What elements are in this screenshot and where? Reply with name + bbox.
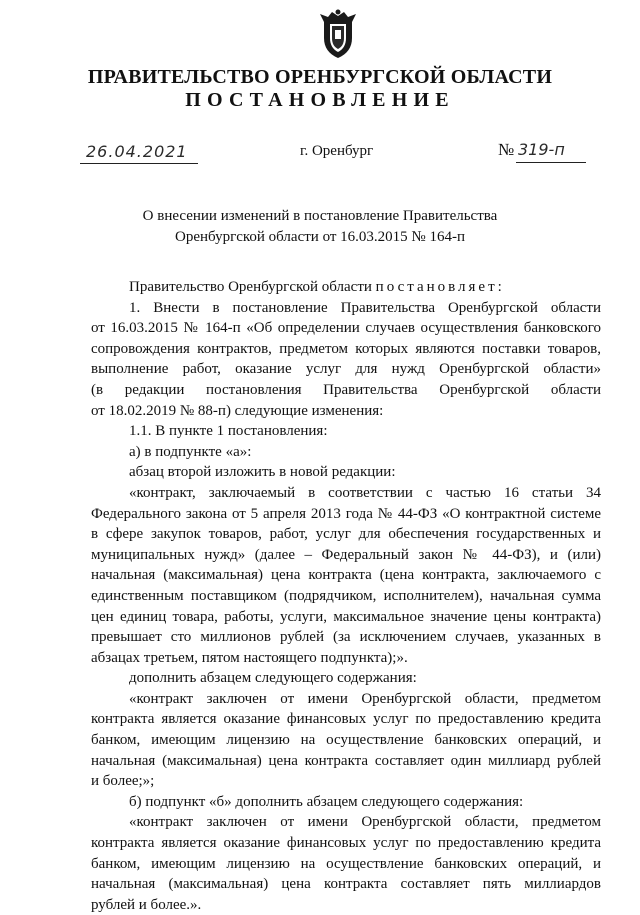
number-underline xyxy=(516,162,586,163)
body-line: «контракт заключен от имени Оренбургской области, предметом xyxy=(129,690,601,707)
body-line: б) подпункт «б» дополнить абзацем следующего содержания: xyxy=(129,793,524,810)
body-line: превышает сто миллионов рублей (за исключением случаев, указанных в xyxy=(91,629,601,646)
body-line: муниципальных нужд» (далее – Федеральный закон № 44-ФЗ), и (или) xyxy=(91,546,601,563)
body-line: цен единиц товара, работы, услуги, максимальное значение цены контракта) xyxy=(91,608,601,625)
date-underline xyxy=(80,163,198,164)
intro-verb: постановляет: xyxy=(375,279,505,295)
body-line: а) в подпункте «а»: xyxy=(129,443,252,460)
subject-line-2: Оренбургской области от 16.03.2015 № 164-п xyxy=(174,229,466,245)
body-line: банком, имеющим лицензию на осуществление банковских операций, и xyxy=(91,855,601,872)
body-line: от 16.03.2015 № 164-п «Об определении случаев осуществления банковского xyxy=(91,320,601,337)
document-body xyxy=(91,277,601,915)
body-line: контракта является оказание финансовых услуг по предоставлению кредита xyxy=(91,711,601,728)
body-line: начальная (максимальная) цена контракта составляет пять миллиардов xyxy=(91,876,601,893)
city: г. Оренбург xyxy=(300,143,374,159)
body-line: «контракт, заключаемый в соответствии с частью 16 статьи 34 xyxy=(129,484,601,501)
body-line: в сфере закупок товаров, работ, услуг для обеспечения государственных и xyxy=(91,526,601,543)
body-line: единственным поставщиком (подрядчиком, исполнителем), начальная сумма xyxy=(91,587,601,604)
body-line: 1. Внести в постановление Правительства Оренбургской области xyxy=(129,299,601,316)
body-line: дополнить абзацем следующего содержания: xyxy=(129,670,417,687)
body-line: банком, имеющим лицензию на осуществление банковских операций, и xyxy=(91,732,601,749)
body-line: 1.1. В пункте 1 постановления: xyxy=(129,423,328,440)
subject-line-1: О внесении изменений в постановление Правительства xyxy=(142,208,498,224)
document-type: ПОСТАНОВЛЕНИЕ xyxy=(185,89,455,111)
body-line: начальная (максимальная) цена контракта составляет один миллиард рублей xyxy=(91,752,601,769)
body-line: абзац второй изложить в новой редакции: xyxy=(129,464,396,481)
body-line: Федерального закона от 5 апреля 2013 года № 44-ФЗ «О контрактной системе xyxy=(91,505,601,522)
body-line: и более;»; xyxy=(91,773,155,790)
intro-text: Правительство Оренбургской области xyxy=(129,279,372,295)
body-line: выполнение работ, оказание услуг для нужд Оренбургской области» xyxy=(91,361,601,378)
body-line: рублей и более.». xyxy=(91,896,202,913)
body-line: сопровождения контрактов, предметом которых являются поставки товаров, xyxy=(91,340,601,357)
body-line: «контракт заключен от имени Оренбургской области, предметом xyxy=(129,814,601,831)
body-line: (в редакции постановления Правительства Оренбургской области xyxy=(91,381,601,398)
document-date: 26.04.2021 xyxy=(86,142,188,161)
body-intro xyxy=(91,277,601,298)
body-line: контракта является оказание финансовых услуг по предоставлению кредита xyxy=(91,835,601,852)
org-title: ПРАВИТЕЛЬСТВО ОРЕНБУРГСКОЙ ОБЛАСТИ xyxy=(87,66,553,88)
number-label: № xyxy=(498,140,515,159)
body-line: абзацах третьем, пятом настоящего подпункта);». xyxy=(91,649,408,666)
document-number: 319-п xyxy=(518,140,565,159)
body-line: начальная (максимальная) цена контракта (цена контракта, заключаемого с xyxy=(91,567,601,584)
body-line: от 18.02.2019 № 88-п) следующие изменения: xyxy=(91,402,384,419)
coat-of-arms-icon xyxy=(318,8,358,60)
